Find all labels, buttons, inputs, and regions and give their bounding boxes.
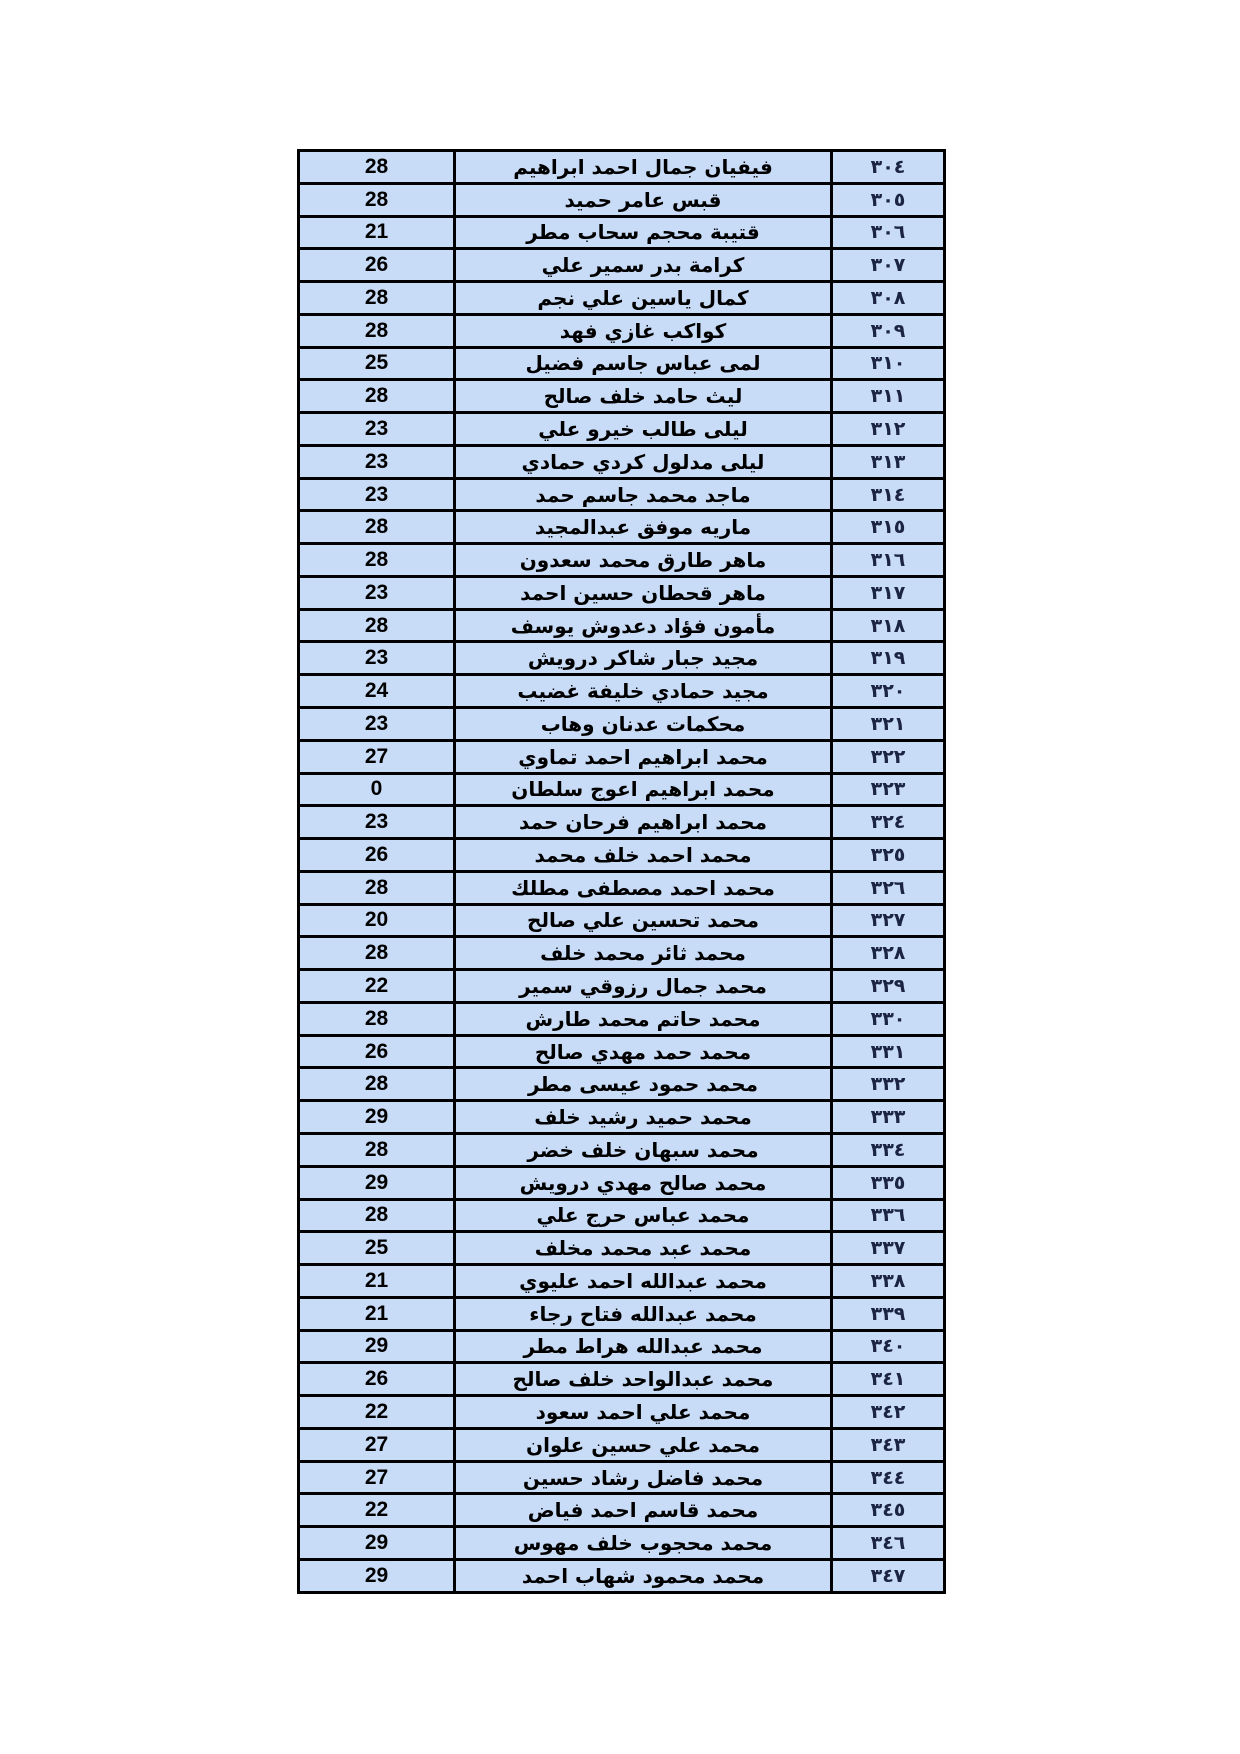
- score-cell: 29: [299, 1166, 455, 1199]
- table-row: [299, 1232, 945, 1265]
- score-cell: 0: [299, 773, 455, 806]
- score-cell: 23: [299, 478, 455, 511]
- score-cell: 28: [299, 1133, 455, 1166]
- score-cell: 24: [299, 675, 455, 708]
- table-row: [299, 1428, 945, 1461]
- name-cell: ليلى مدلول كردي حمادي: [455, 445, 832, 478]
- name-cell: ليلى طالب خيرو علي: [455, 413, 832, 446]
- score-cell: 28: [299, 609, 455, 642]
- table-row: [299, 839, 945, 872]
- table-row: [299, 1494, 945, 1527]
- name-cell: فيفيان جمال احمد ابراهيم: [455, 151, 832, 184]
- score-cell: 23: [299, 413, 455, 446]
- table-row: [299, 904, 945, 937]
- serial-number-cell: ٣٣١: [832, 1035, 945, 1068]
- name-cell: ليث حامد خلف صالح: [455, 380, 832, 413]
- name-cell: محمد حاتم محمد طارش: [455, 1002, 832, 1035]
- table-row: [299, 1330, 945, 1363]
- table-row: [299, 347, 945, 380]
- table-row: [299, 1166, 945, 1199]
- serial-number-cell: ٣١٩: [832, 642, 945, 675]
- score-cell: 29: [299, 1527, 455, 1560]
- score-cell: 23: [299, 445, 455, 478]
- serial-number-cell: ٣٤٣: [832, 1428, 945, 1461]
- name-cell: محمد محجوب خلف مهوس: [455, 1527, 832, 1560]
- table-row: [299, 183, 945, 216]
- table-row: [299, 380, 945, 413]
- name-cell: محمد ثائر محمد خلف: [455, 937, 832, 970]
- table-row: [299, 609, 945, 642]
- serial-number-cell: ٣٣٠: [832, 1002, 945, 1035]
- name-cell: محمد صالح مهدي درويش: [455, 1166, 832, 1199]
- table-row: [299, 445, 945, 478]
- table-row: [299, 1363, 945, 1396]
- score-cell: 28: [299, 183, 455, 216]
- table-row: [299, 1461, 945, 1494]
- name-cell: مجيد حمادي خليفة غضيب: [455, 675, 832, 708]
- score-cell: 20: [299, 904, 455, 937]
- table-row: [299, 413, 945, 446]
- table-row: [299, 1101, 945, 1134]
- name-cell: قتيبة محجم سحاب مطر: [455, 216, 832, 249]
- table-row: [299, 1396, 945, 1429]
- serial-number-cell: ٣٣٦: [832, 1199, 945, 1232]
- serial-number-cell: ٣٢٧: [832, 904, 945, 937]
- score-cell: 28: [299, 511, 455, 544]
- serial-number-cell: ٣٣٢: [832, 1068, 945, 1101]
- name-cell: محمد عبدالله فتاح رجاء: [455, 1297, 832, 1330]
- score-cell: 28: [299, 1068, 455, 1101]
- serial-number-cell: ٣١٢: [832, 413, 945, 446]
- serial-number-cell: ٣٣٥: [832, 1166, 945, 1199]
- name-cell: محمد علي حسين علوان: [455, 1428, 832, 1461]
- score-cell: 21: [299, 1297, 455, 1330]
- score-cell: 26: [299, 1035, 455, 1068]
- serial-number-cell: ٣٣٣: [832, 1101, 945, 1134]
- name-cell: محمد محمود شهاب احمد: [455, 1559, 832, 1592]
- score-cell: 25: [299, 347, 455, 380]
- table-row: [299, 216, 945, 249]
- serial-number-cell: ٣٣٨: [832, 1265, 945, 1298]
- name-cell: لمى عباس جاسم فضيل: [455, 347, 832, 380]
- name-cell: مأمون فؤاد دعدوش يوسف: [455, 609, 832, 642]
- serial-number-cell: ٣١٤: [832, 478, 945, 511]
- serial-number-cell: ٣٤٠: [832, 1330, 945, 1363]
- score-cell: 25: [299, 1232, 455, 1265]
- score-cell: 23: [299, 806, 455, 839]
- name-cell: محكمات عدنان وهاب: [455, 708, 832, 741]
- score-cell: 28: [299, 1002, 455, 1035]
- score-cell: 27: [299, 740, 455, 773]
- score-cell: 29: [299, 1559, 455, 1592]
- table-row: [299, 1559, 945, 1592]
- table-row: [299, 314, 945, 347]
- table-row: [299, 544, 945, 577]
- serial-number-cell: ٣٢٥: [832, 839, 945, 872]
- serial-number-cell: ٣٢٤: [832, 806, 945, 839]
- table-row: [299, 478, 945, 511]
- table-row: [299, 642, 945, 675]
- serial-number-cell: ٣٠٧: [832, 249, 945, 282]
- name-cell: محمد ابراهيم فرحان حمد: [455, 806, 832, 839]
- score-cell: 28: [299, 937, 455, 970]
- name-cell: كمال ياسين علي نجم: [455, 282, 832, 315]
- serial-number-cell: ٣٤١: [832, 1363, 945, 1396]
- name-cell: محمد ابراهيم احمد تماوي: [455, 740, 832, 773]
- table-row: [299, 740, 945, 773]
- serial-number-cell: ٣١٠: [832, 347, 945, 380]
- table-row: [299, 1297, 945, 1330]
- score-cell: 28: [299, 871, 455, 904]
- name-cell: محمد حمد مهدي صالح: [455, 1035, 832, 1068]
- serial-number-cell: ٣٢٠: [832, 675, 945, 708]
- serial-number-cell: ٣١٣: [832, 445, 945, 478]
- name-cell: محمد سبهان خلف خضر: [455, 1133, 832, 1166]
- table-row: [299, 282, 945, 315]
- score-cell: 28: [299, 282, 455, 315]
- score-cell: 28: [299, 1199, 455, 1232]
- table-row: [299, 1199, 945, 1232]
- table-row: [299, 871, 945, 904]
- name-cell: محمد عبد محمد مخلف: [455, 1232, 832, 1265]
- serial-number-cell: ٣١٨: [832, 609, 945, 642]
- name-cell: محمد عباس حرج علي: [455, 1199, 832, 1232]
- score-cell: 21: [299, 1265, 455, 1298]
- serial-number-cell: ٣٤٢: [832, 1396, 945, 1429]
- name-cell: محمد عبدالواحد خلف صالح: [455, 1363, 832, 1396]
- score-cell: 27: [299, 1461, 455, 1494]
- name-cell: محمد قاسم احمد فياض: [455, 1494, 832, 1527]
- serial-number-cell: ٣١٦: [832, 544, 945, 577]
- table-row: [299, 1133, 945, 1166]
- serial-number-cell: ٣٤٧: [832, 1559, 945, 1592]
- table-row: [299, 937, 945, 970]
- name-cell: ماجد محمد جاسم حمد: [455, 478, 832, 511]
- score-cell: 26: [299, 1363, 455, 1396]
- table-row: [299, 511, 945, 544]
- serial-number-cell: ٣٢٩: [832, 970, 945, 1003]
- table-row: [299, 1002, 945, 1035]
- name-cell: محمد تحسين علي صالح: [455, 904, 832, 937]
- score-cell: 27: [299, 1428, 455, 1461]
- score-cell: 29: [299, 1101, 455, 1134]
- serial-number-cell: ٣١١: [832, 380, 945, 413]
- serial-number-cell: ٣٢٨: [832, 937, 945, 970]
- serial-number-cell: ٣٤٥: [832, 1494, 945, 1527]
- score-cell: 28: [299, 544, 455, 577]
- serial-number-cell: ٣٢٣: [832, 773, 945, 806]
- name-cell: محمد حميد رشيد خلف: [455, 1101, 832, 1134]
- table-row: [299, 675, 945, 708]
- name-cell: كواكب غازي فهد: [455, 314, 832, 347]
- score-cell: 21: [299, 216, 455, 249]
- score-cell: 29: [299, 1330, 455, 1363]
- table-row: [299, 576, 945, 609]
- score-cell: 22: [299, 1494, 455, 1527]
- table-row: [299, 1527, 945, 1560]
- serial-number-cell: ٣٣٩: [832, 1297, 945, 1330]
- serial-number-cell: ٣٢٢: [832, 740, 945, 773]
- table-row: [299, 151, 945, 184]
- table-row: [299, 249, 945, 282]
- serial-number-cell: ٣٠٦: [832, 216, 945, 249]
- serial-number-cell: ٣٠٤: [832, 151, 945, 184]
- name-cell: محمد عبدالله احمد عليوي: [455, 1265, 832, 1298]
- serial-number-cell: ٣٣٧: [832, 1232, 945, 1265]
- score-cell: 23: [299, 642, 455, 675]
- name-cell: محمد احمد خلف محمد: [455, 839, 832, 872]
- name-cell: قبس عامر حميد: [455, 183, 832, 216]
- table-row: [299, 1265, 945, 1298]
- score-cell: 23: [299, 576, 455, 609]
- score-cell: 22: [299, 1396, 455, 1429]
- name-cell: محمد احمد مصطفى مطلك: [455, 871, 832, 904]
- student-roster-table: [297, 149, 946, 1594]
- name-cell: محمد عبدالله هراط مطر: [455, 1330, 832, 1363]
- table-row: [299, 773, 945, 806]
- name-cell: محمد علي احمد سعود: [455, 1396, 832, 1429]
- name-cell: محمد فاضل رشاد حسين: [455, 1461, 832, 1494]
- table-row: [299, 1068, 945, 1101]
- name-cell: محمد حمود عيسى مطر: [455, 1068, 832, 1101]
- table-row: [299, 708, 945, 741]
- serial-number-cell: ٣٠٥: [832, 183, 945, 216]
- serial-number-cell: ٣٣٤: [832, 1133, 945, 1166]
- table-row: [299, 970, 945, 1003]
- score-cell: 22: [299, 970, 455, 1003]
- name-cell: ماريه موفق عبدالمجيد: [455, 511, 832, 544]
- roster-table-body: [299, 151, 945, 1593]
- serial-number-cell: ٣٠٩: [832, 314, 945, 347]
- table-row: [299, 806, 945, 839]
- serial-number-cell: ٣١٧: [832, 576, 945, 609]
- score-cell: 28: [299, 314, 455, 347]
- score-cell: 26: [299, 839, 455, 872]
- table-row: [299, 1035, 945, 1068]
- score-cell: 28: [299, 380, 455, 413]
- score-cell: 28: [299, 151, 455, 184]
- serial-number-cell: ٣٤٦: [832, 1527, 945, 1560]
- serial-number-cell: ٣٤٤: [832, 1461, 945, 1494]
- score-cell: 23: [299, 708, 455, 741]
- serial-number-cell: ٣٠٨: [832, 282, 945, 315]
- name-cell: محمد ابراهيم اعوج سلطان: [455, 773, 832, 806]
- serial-number-cell: ٣٢٦: [832, 871, 945, 904]
- name-cell: محمد جمال رزوقي سمير: [455, 970, 832, 1003]
- name-cell: ماهر طارق محمد سعدون: [455, 544, 832, 577]
- serial-number-cell: ٣١٥: [832, 511, 945, 544]
- name-cell: ماهر قحطان حسين احمد: [455, 576, 832, 609]
- serial-number-cell: ٣٢١: [832, 708, 945, 741]
- score-cell: 26: [299, 249, 455, 282]
- name-cell: مجيد جبار شاكر درويش: [455, 642, 832, 675]
- name-cell: كرامة بدر سمير علي: [455, 249, 832, 282]
